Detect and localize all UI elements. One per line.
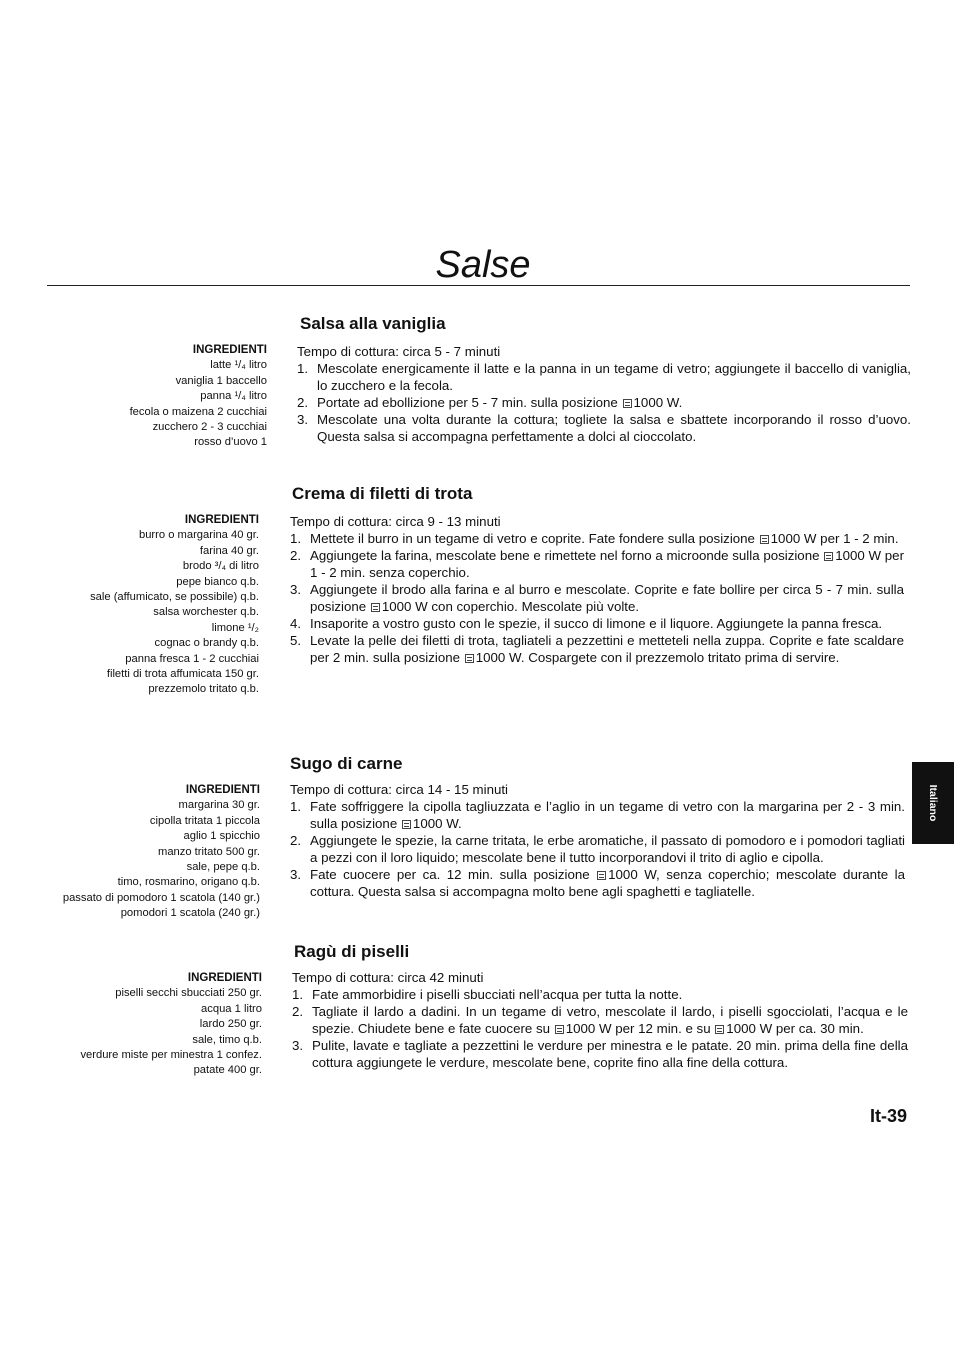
ingredients-salsa-vaniglia bbox=[130, 343, 267, 451]
microwave-power-icon bbox=[597, 871, 606, 880]
ingredient-item: prezzemolo tritato q.b. bbox=[148, 683, 259, 696]
step-item: 3. Aggiungete il brodo alla farina e al burro e mescolate. Coprite e fate bollire per circa 5 - 7 min. sulla posizione 1000 W con coperchio. Mescolate più volte. bbox=[290, 582, 904, 614]
ingredient-item: vaniglia 1 baccello bbox=[175, 374, 267, 387]
ingredient-item: aglio 1 spicchio bbox=[183, 830, 260, 843]
step-item: 1. Mescolate energicamente il latte e la panna in un tegame di vetro; aggiungete il baccello di vaniglia, lo zucchero e la fecola. bbox=[297, 361, 911, 393]
steps-list bbox=[290, 798, 905, 900]
ingredient-item: verdure miste per minestra 1 confez. bbox=[80, 1049, 262, 1062]
ingredient-item: manzo tritato 500 gr. bbox=[158, 845, 260, 858]
cooking-time: Tempo di cottura: circa 9 - 13 minuti bbox=[290, 514, 501, 529]
recipe-crema-trota bbox=[290, 484, 904, 666]
ingredient-item: burro o margarina 40 gr. bbox=[138, 529, 259, 542]
step-item: 2. Portate ad ebollizione per 5 - 7 min. sulla posizione 1000 W. bbox=[297, 395, 683, 410]
cooking-time: Tempo di cottura: circa 5 - 7 minuti bbox=[297, 344, 501, 359]
ingredient-item: panna ¹/₄ litro bbox=[200, 390, 267, 403]
microwave-power-icon bbox=[760, 535, 769, 544]
step-item: 3. Mescolate una volta durante la cottura; togliete la salsa e sbattete incorporando il rosso d’uovo. Questa salsa si accompagna perfettamente a dolci al cioccolato. bbox=[297, 412, 911, 444]
ingredient-item: farina 40 gr. bbox=[199, 544, 259, 557]
recipe-title: Ragù di piselli bbox=[294, 942, 410, 961]
side-tab-label: Italiano bbox=[927, 784, 939, 822]
ingredients-ragu-piselli bbox=[80, 971, 262, 1079]
ingredient-item: salsa worchester q.b. bbox=[153, 606, 259, 619]
recipe-title: Sugo di carne bbox=[290, 754, 403, 773]
ingredient-item: pomodori 1 scatola (240 gr.) bbox=[120, 907, 260, 920]
recipe-title: Crema di filetti di trota bbox=[292, 484, 473, 503]
step-item: 2. Aggiungete la farina, mescolate bene e rimettete nel forno a microonde sulla posizione 1000 W per 1 - 2 min. senza coperchio. bbox=[290, 548, 904, 580]
ingredient-item: filetti di trota affumicata 150 gr. bbox=[106, 668, 259, 681]
recipe-title: Salsa alla vaniglia bbox=[300, 314, 446, 333]
ingredient-item: passato di pomodoro 1 scatola (140 gr.) bbox=[62, 891, 260, 904]
ingredients-heading: INGREDIENTI bbox=[184, 514, 259, 526]
steps-list bbox=[297, 360, 911, 445]
ingredient-item: brodo ³/₄ di litro bbox=[182, 560, 259, 573]
ingredients-sugo-carne bbox=[63, 783, 260, 922]
step-item: 1. Fate ammorbidire i piselli sbucciati nell’acqua per tutta la notte. bbox=[292, 987, 683, 1002]
recipe-sugo-carne bbox=[290, 754, 905, 900]
ingredient-item: pepe bianco q.b. bbox=[176, 575, 259, 588]
ingredient-item: zucchero 2 - 3 cucchiai bbox=[152, 421, 267, 434]
page-title: Salse bbox=[435, 244, 531, 286]
step-item: 5. Levate la pelle dei filetti di trota, tagliateli a pezzettini e metteteli nella zuppa. Coprite e fate scaldare per 2 min. sulla posizione 1000 W. Cospargete con il prezzemolo tritato prima di servire. bbox=[290, 633, 904, 665]
microwave-power-icon bbox=[623, 399, 632, 408]
cooking-time: Tempo di cottura: circa 14 - 15 minuti bbox=[290, 782, 509, 797]
language-side-tab bbox=[912, 762, 954, 844]
ingredient-item: cognac o brandy q.b. bbox=[154, 637, 259, 650]
step-item: 1. Fate soffriggere la cipolla tagliuzzata e l’aglio in un tegame di vetro con la margarina per 2 - 3 min. sulla posizione 1000 W. bbox=[290, 799, 905, 831]
ingredient-item: panna fresca 1 - 2 cucchiai bbox=[125, 652, 259, 665]
ingredient-item: fecola o maizena 2 cucchiai bbox=[129, 405, 267, 418]
ingredient-item: timo, rosmarino, origano q.b. bbox=[117, 876, 260, 889]
step-item: 1. Mettete il burro in un tegame di vetro e coprite. Fate fondere sulla posizione 1000 W per 1 - 2 min. bbox=[290, 531, 899, 546]
ingredient-item: latte ¹/₄ litro bbox=[210, 359, 267, 372]
step-item: 4. Insaporite a vostro gusto con le spezie, il succo di limone e il liquore. Aggiungete la panna fresca. bbox=[290, 616, 883, 631]
recipe-ragu-piselli bbox=[292, 942, 908, 1071]
ingredient-item: acqua 1 litro bbox=[201, 1002, 262, 1015]
microwave-power-icon bbox=[824, 552, 833, 561]
ingredient-item: margarina 30 gr. bbox=[178, 799, 260, 812]
step-item: 3. Fate cuocere per ca. 12 min. sulla posizione 1000 W, senza coperchio; mescolate durante la cottura. Questa salsa si accompagna molto bene agli spaghetti e tagliatelle. bbox=[290, 867, 905, 899]
ingredient-item: limone ¹/₂ bbox=[211, 621, 259, 634]
step-item: 2. Aggiungete le spezie, la carne tritata, le erbe aromatiche, il passato di pomodoro e i pomodori tagliati a pezzi con il loro liquido; mescolate bene il tutto incorporandovi il trito di aglio e cipolla. bbox=[290, 833, 905, 865]
microwave-power-icon bbox=[555, 1025, 564, 1034]
ingredients-heading: INGREDIENTI bbox=[187, 972, 262, 984]
steps-list bbox=[290, 530, 904, 666]
step-item: 2. Tagliate il lardo a dadini. In un tegame di vetro, mescolate il lardo, i piselli sgocciolati, l’acqua e le spezie. Chiudete bene e fate cuocere su 1000 W per 12 min. e su 1000 W per ca. 30 min. bbox=[292, 1004, 908, 1036]
step-item: 3. Pulite, lavate e tagliate a pezzettini le verdure per minestra e le patate. 20 min. prima della fine della cottura aggiungete le verdure, mescolate bene, coprite fino alla fine della cottura. bbox=[292, 1038, 908, 1070]
ingredient-item: rosso d’uovo 1 bbox=[194, 436, 267, 449]
microwave-power-icon bbox=[371, 603, 380, 612]
ingredient-item: sale, pepe q.b. bbox=[186, 861, 260, 874]
microwave-power-icon bbox=[402, 820, 411, 829]
ingredient-item: cipolla tritata 1 piccola bbox=[149, 814, 260, 827]
recipe-salsa-vaniglia bbox=[297, 314, 911, 445]
ingredients-heading: INGREDIENTI bbox=[192, 344, 267, 356]
ingredient-item: sale, timo q.b. bbox=[192, 1033, 262, 1046]
ingredient-item: lardo 250 gr. bbox=[199, 1018, 262, 1031]
microwave-power-icon bbox=[715, 1025, 724, 1034]
ingredient-item: sale (affumicato, se possibile) q.b. bbox=[90, 591, 259, 604]
ingredients-heading: INGREDIENTI bbox=[185, 784, 260, 796]
microwave-power-icon bbox=[465, 654, 474, 663]
steps-list bbox=[292, 986, 908, 1071]
ingredients-crema-trota bbox=[90, 513, 259, 698]
page-number: It-39 bbox=[869, 1106, 907, 1126]
title-divider bbox=[47, 285, 910, 286]
cooking-time: Tempo di cottura: circa 42 minuti bbox=[292, 970, 484, 985]
ingredient-item: piselli secchi sbucciati 250 gr. bbox=[115, 987, 262, 1000]
ingredient-item: patate 400 gr. bbox=[193, 1064, 262, 1077]
